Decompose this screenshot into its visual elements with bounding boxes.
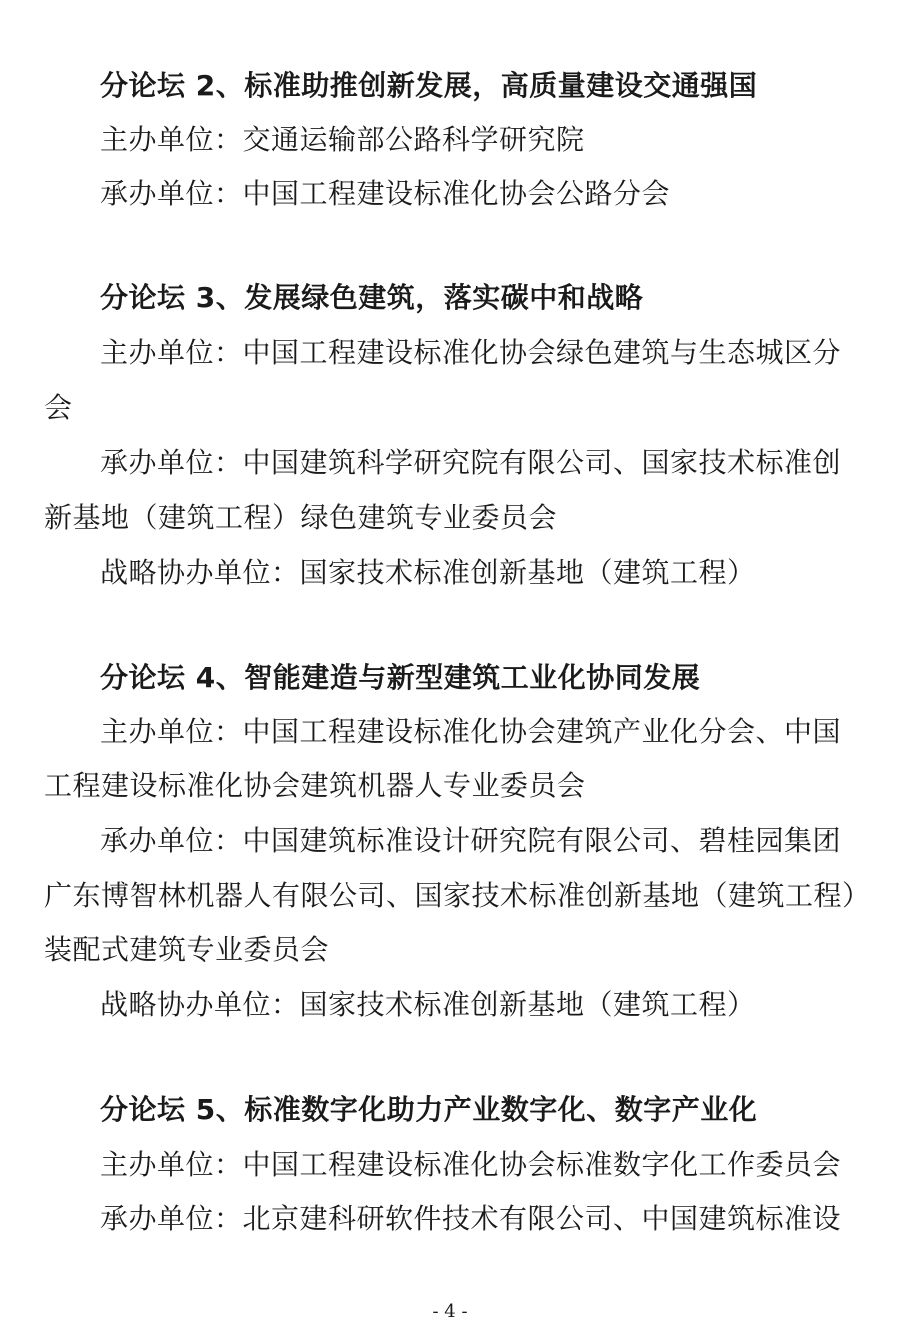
forum-4-organizer-cont-2: 装配式建筑专业委员会	[44, 933, 330, 966]
forum-3-co-organizer: 战略协办单位：国家技术标准创新基地（建筑工程）	[100, 556, 756, 589]
forum-3-organizer: 承办单位：中国建筑科学研究院有限公司、国家技术标准创	[100, 446, 842, 479]
forum-3-host: 主办单位：中国工程建设标准化协会绿色建筑与生态城区分	[100, 336, 842, 369]
forum-4-title: 分论坛 4、智能建造与新型建筑工业化协同发展	[100, 661, 701, 694]
forum-2-organizer: 承办单位：中国工程建设标准化协会公路分会	[100, 177, 671, 210]
forum-5-organizer: 承办单位：北京建科研软件技术有限公司、中国建筑标准设	[100, 1202, 842, 1235]
forum-4-co-organizer: 战略协办单位：国家技术标准创新基地（建筑工程）	[100, 988, 756, 1021]
forum-4-organizer: 承办单位：中国建筑标准设计研究院有限公司、碧桂园集团	[100, 824, 842, 857]
forum-4-host-cont: 工程建设标准化协会建筑机器人专业委员会	[44, 769, 586, 802]
forum-5-host: 主办单位：中国工程建设标准化协会标准数字化工作委员会	[100, 1148, 842, 1181]
forum-4-organizer-cont-1: 广东博智林机器人有限公司、国家技术标准创新基地（建筑工程）	[44, 879, 871, 912]
forum-2-title: 分论坛 2、标准助推创新发展，高质量建设交通强国	[100, 69, 758, 102]
forum-3-host-cont: 会	[44, 391, 73, 424]
forum-2-host: 主办单位：交通运输部公路科学研究院	[100, 123, 585, 156]
forum-5-title: 分论坛 5、标准数字化助力产业数字化、数字产业化	[100, 1093, 758, 1126]
forum-3-title: 分论坛 3、发展绿色建筑，落实碳中和战略	[100, 281, 644, 314]
forum-3-organizer-cont: 新基地（建筑工程）绿色建筑专业委员会	[44, 501, 558, 534]
page-number: - 4 -	[432, 1301, 468, 1322]
forum-4-host: 主办单位：中国工程建设标准化协会建筑产业化分会、中国	[100, 715, 842, 748]
